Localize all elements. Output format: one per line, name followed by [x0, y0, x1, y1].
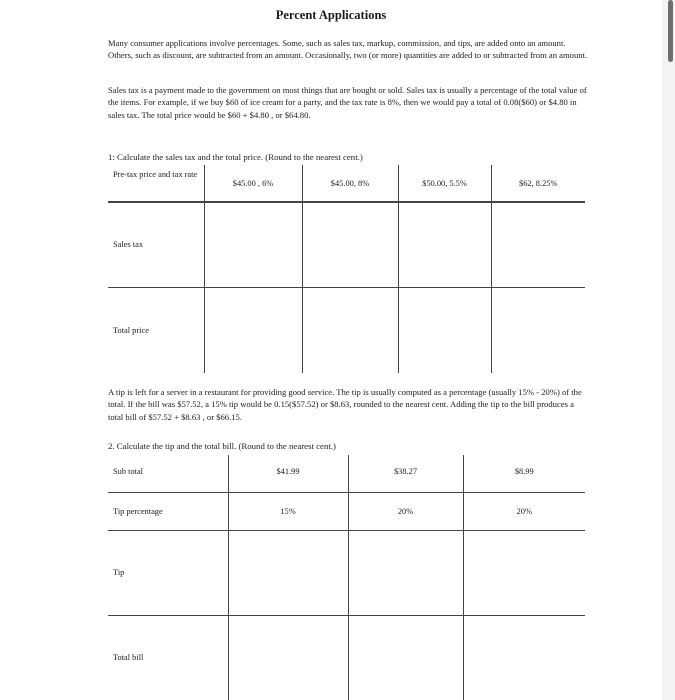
- tip-paragraph: A tip is left for a server in a restaurant for providing good service. The tip is usually computed as a percentage (usually 15% - 20%) of the total. If the bill was $57.52, a 15% tip would be 0.15($57.52) or $8.63, rounded to the nearest cent. Adding the tip to the bill produces a total bill of $57.52 + $8.63 , or $66.15.: [108, 387, 582, 422]
- column-header: $62, 8.25%: [491, 165, 585, 202]
- subtotal-value: $41.99: [228, 455, 348, 492]
- answer-cell[interactable]: [348, 530, 463, 615]
- table-row: [108, 202, 585, 287]
- row-label: Tip percentage: [108, 492, 228, 530]
- subtotal-row: [108, 455, 585, 492]
- tip-percentage-value: 20%: [463, 492, 585, 530]
- question-2: 2. Calculate the tip and the total bill. (Round to the nearest cent.): [108, 441, 336, 451]
- question-1: 1: Calculate the sales tax and the total price. (Round to the nearest cent.): [108, 152, 363, 162]
- table-row: [108, 287, 585, 373]
- scrollbar-thumb[interactable]: [668, 0, 673, 62]
- sales-tax-paragraph: Sales tax is a payment made to the government on most things that are bought or sold. Sales tax is usually a percentage of the total value of the items. For example, if we buy $60 of ice cream for a party, and the tax rate is 8%, then we would pay a total of 0.08($60) or $4.80 in sales tax. The total price would be $60 + $4.80 , or $64.80.: [108, 85, 587, 120]
- answer-cell[interactable]: [228, 530, 348, 615]
- answer-cell[interactable]: [204, 287, 302, 373]
- tip-percentage-value: 15%: [228, 492, 348, 530]
- answer-cell[interactable]: [302, 202, 398, 287]
- answer-cell[interactable]: [302, 287, 398, 373]
- row-label: Sub total: [108, 455, 228, 492]
- intro-paragraph: Many consumer applications involve percentages. Some, such as sales tax, markup, commission, and tips, are added onto an amount. Others, such as discount, are subtracted from an amount. Occasionally, two (or more) quantities are added to or subtracted from an amount.: [108, 38, 588, 61]
- answer-cell[interactable]: [491, 202, 585, 287]
- header-label: Pre-tax price and tax rate: [108, 165, 204, 202]
- answer-cell[interactable]: [228, 615, 348, 700]
- column-header: $45.00 , 6%: [204, 165, 302, 202]
- answer-cell[interactable]: [398, 287, 491, 373]
- answer-cell[interactable]: [398, 202, 491, 287]
- tip-percentage-value: 20%: [348, 492, 463, 530]
- answer-cell[interactable]: [491, 287, 585, 373]
- table-header-row: [108, 165, 585, 202]
- table-row: [108, 615, 585, 700]
- sales-tax-table: [108, 165, 585, 373]
- subtotal-value: $8.99: [463, 455, 585, 492]
- tip-table: [108, 455, 585, 700]
- answer-cell[interactable]: [204, 202, 302, 287]
- answer-cell[interactable]: [463, 615, 585, 700]
- table-row: [108, 530, 585, 615]
- row-label: Total bill: [113, 653, 144, 663]
- answer-cell[interactable]: [463, 530, 585, 615]
- column-header: $50.00, 5.5%: [398, 165, 491, 202]
- row-label: Sales tax: [108, 202, 204, 287]
- subtotal-value: $38.27: [348, 455, 463, 492]
- answer-cell[interactable]: [348, 615, 463, 700]
- row-label: Tip: [108, 530, 228, 615]
- row-label: Total price: [113, 325, 149, 335]
- column-header: $45.00, 8%: [302, 165, 398, 202]
- page-title: Percent Applications: [275, 8, 387, 22]
- tip-percentage-row: [108, 492, 585, 530]
